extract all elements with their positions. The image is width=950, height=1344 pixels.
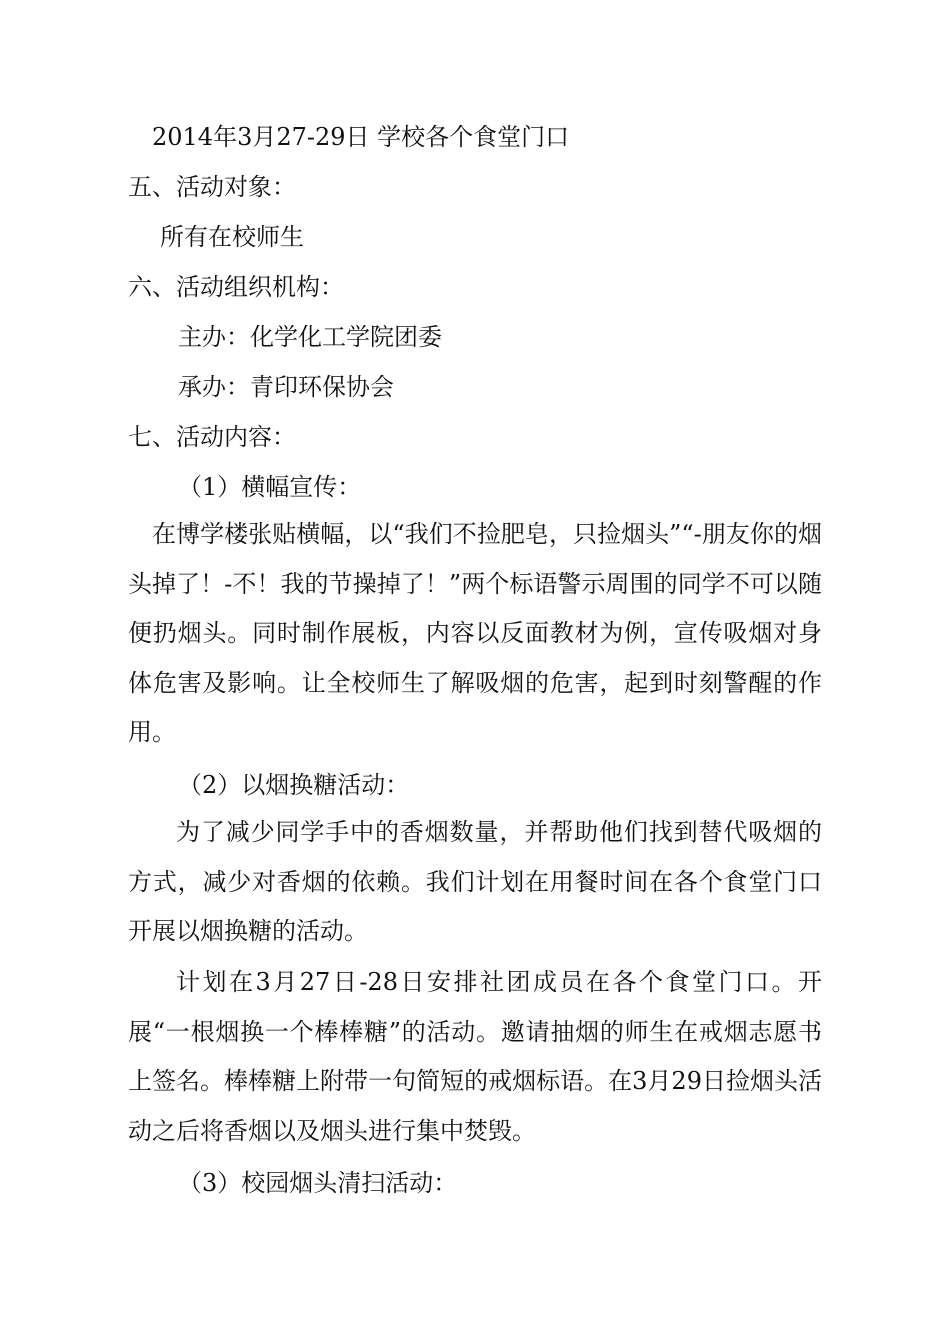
organizer-line: 主办：化学化工学院团委 bbox=[178, 323, 442, 351]
section-5-heading: 五、活动对象： bbox=[128, 173, 296, 201]
item-3-title: （3）校园烟头清扫活动： bbox=[178, 1169, 458, 1197]
date-location-line: 2014年3月27-29日 学校各个食堂门口 bbox=[152, 123, 570, 151]
section-6-heading: 六、活动组织机构： bbox=[128, 273, 344, 301]
item-1-title: （1）横幅宣传： bbox=[178, 473, 362, 501]
item-1-body: 在博学楼张贴横幅，以“我们不捡肥皂，只捡烟头”“-朋友你的烟头掉了！-不！我的节操掉了！”两个标语警示周围的同学不可以随便扔烟头。同时制作展板，内容以反面教材为例，宣传吸烟对身体危害及影响。让全校师生了解吸烟的危害，起到时刻警醒的作用。 bbox=[128, 520, 822, 746]
item-2-body-2: 计划在3月27日-28日安排社团成员在各个食堂门口。开展“一根烟换一个棒棒糖”的活动。邀请抽烟的师生在戒烟志愿书上签名。棒棒糖上附带一句简短的戒烟标语。在3月29日捡烟头活动之后将香烟以及烟头进行集中焚毁。 bbox=[128, 968, 822, 1145]
section-5-content: 所有在校师生 bbox=[160, 223, 304, 251]
co-organizer-line: 承办：青印环保协会 bbox=[178, 373, 394, 401]
section-7-heading: 七、活动内容： bbox=[128, 423, 296, 451]
item-2-body-1: 为了减少同学手中的香烟数量，并帮助他们找到替代吸烟的方式，减少对香烟的依赖。我们计划在用餐时间在各个食堂门口开展以烟换糖的活动。 bbox=[128, 818, 822, 945]
item-2-title: （2）以烟换糖活动： bbox=[178, 771, 410, 799]
